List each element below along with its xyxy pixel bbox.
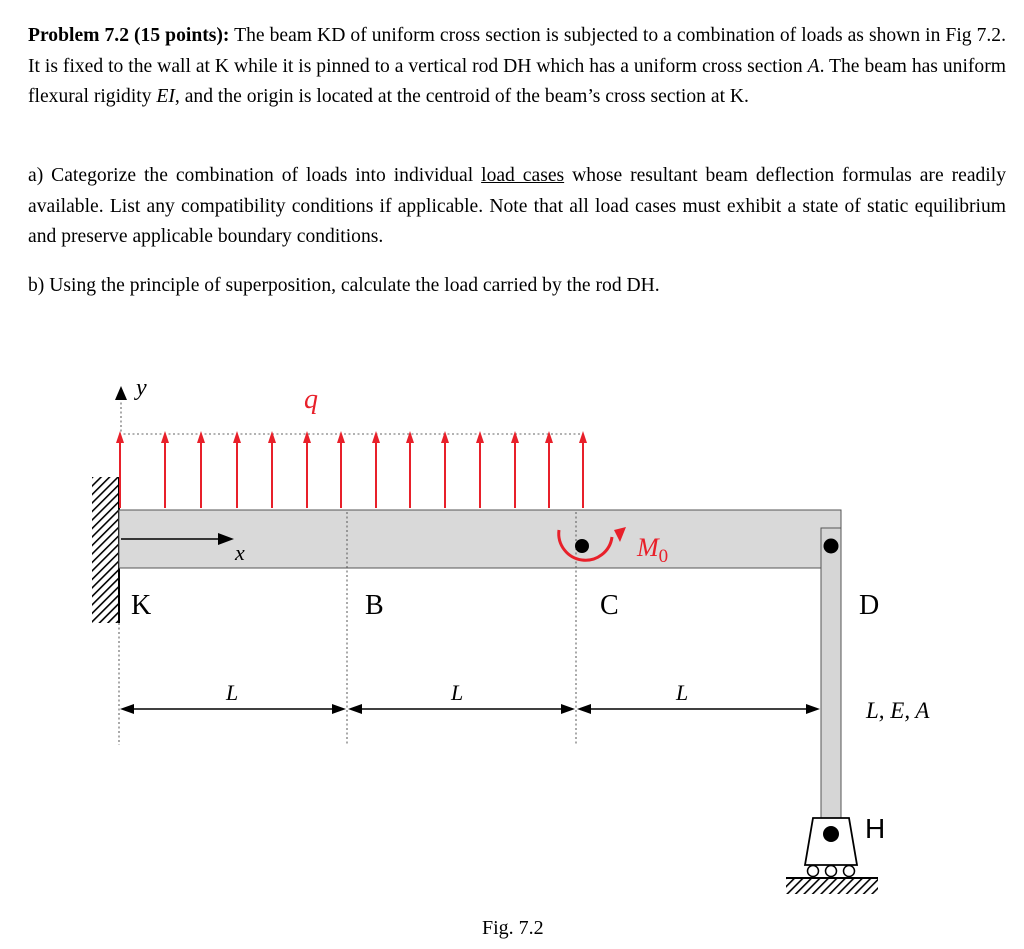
distributed-load-q: [116, 431, 587, 508]
point-label-d: D: [859, 590, 880, 621]
moment-label-m: M: [637, 533, 659, 562]
load-arrow-head-1: [161, 431, 169, 443]
load-arrow-head-3: [233, 431, 241, 443]
load-arrow-head-5: [303, 431, 311, 443]
part-b-text: b) Using the principle of superposition, calculate the load carried by the rod DH.: [28, 275, 660, 296]
problem-heading: Problem 7.2 (15 points):: [28, 25, 230, 46]
load-arrow-head-4: [268, 431, 276, 443]
rod-properties-label: L, E, A: [866, 698, 930, 723]
span-label-bc: L: [451, 680, 464, 705]
load-cases-underlined: load cases: [481, 165, 565, 186]
load-arrow-head-9: [441, 431, 449, 443]
point-label-c: C: [600, 590, 619, 621]
point-c-marker: [575, 539, 589, 553]
load-arrow-head-6: [337, 431, 345, 443]
load-arrow-head-12: [545, 431, 553, 443]
axis-label-y: y: [136, 375, 147, 401]
point-label-b: B: [365, 590, 384, 621]
rod-dh: [821, 528, 841, 825]
intro-text-2: . The beam has uniform flexural rigidity: [28, 55, 1006, 107]
y-axis-arrow: [115, 386, 127, 434]
intro-text-1: The beam KD of uniform cross section is subjected to a combination of loads as shown in Fig 7.2. It is fixed to the wall at K while it is pinned to a vertical rod DH which has a uniform cross section: [28, 25, 1006, 77]
dimension-line: [120, 704, 820, 714]
span-label-kb: L: [226, 680, 239, 705]
point-label-k: K: [131, 590, 152, 621]
pin-h: [823, 826, 839, 842]
fixed-wall: [92, 477, 119, 623]
span-label-cd: L: [676, 680, 689, 705]
load-arrow-head-13: [579, 431, 587, 443]
point-label-h: H: [865, 813, 886, 844]
load-arrow-head-11: [511, 431, 519, 443]
load-arrow-head-8: [406, 431, 414, 443]
load-arrow-head-2: [197, 431, 205, 443]
symbol-flexural-rigidity: EI: [156, 86, 175, 107]
load-arrow-head-7: [372, 431, 380, 443]
load-label-q: q: [304, 384, 318, 415]
axis-label-x: x: [235, 540, 245, 565]
part-a-text-2: whose resultant beam deflection formulas are readily available. List any compatibility conditions if applicable. Note that all load cases must exhibit a state of static equilibrium and preserve applicable boundary conditions.: [28, 165, 1006, 247]
figure-caption: Fig. 7.2: [482, 917, 544, 939]
moment-label-sub: 0: [658, 546, 669, 567]
part-a-text-1: a) Categorize the combination of loads into individual: [28, 165, 482, 186]
pin-d: [824, 539, 839, 554]
symbol-area: A: [807, 55, 820, 77]
load-arrow-head-0: [116, 431, 124, 443]
load-arrow-head-10: [476, 431, 484, 443]
intro-text-3: , and the origin is located at the centroid of the beam’s cross section at K.: [174, 86, 749, 107]
